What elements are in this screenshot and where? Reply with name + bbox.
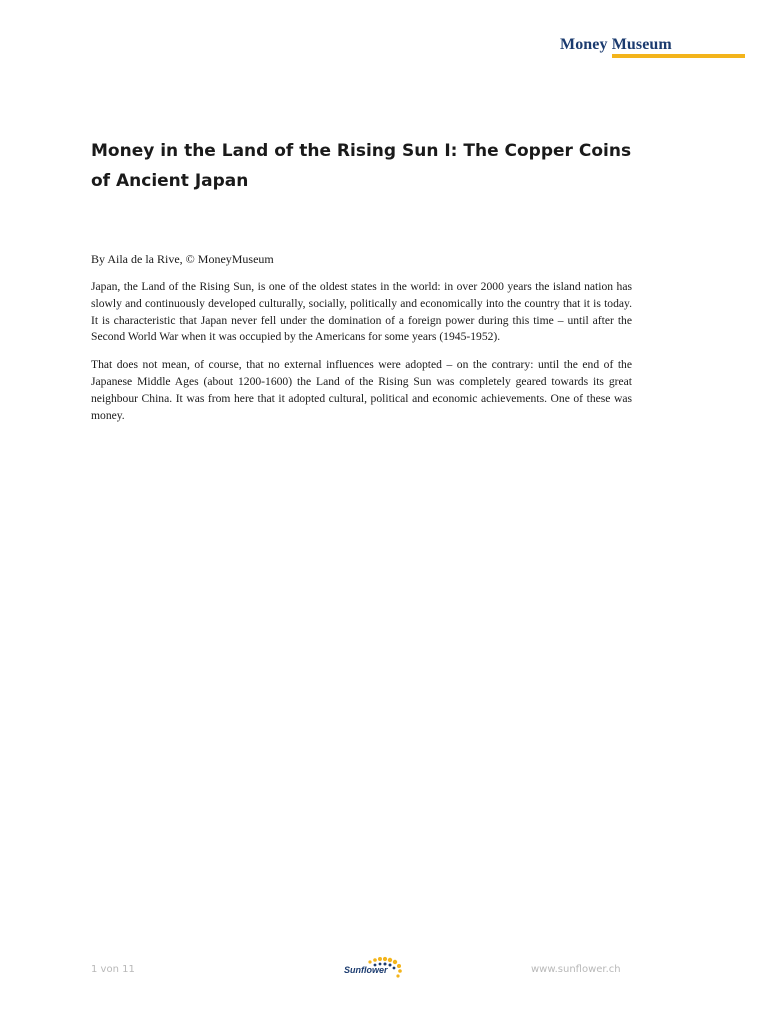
logo-accent-bar (612, 54, 745, 58)
money-museum-logo: Money Museum (560, 36, 672, 53)
article-body (91, 279, 632, 435)
paragraph-2: That does not mean, of course, that no external influences were adopted – on the contrary: until the end of the Japanese Middle Ages (about 1200-1600) the Land of the Rising Sun was completely geared towards its great neighbour China. It was from here that it adopted cultural, political and economic achievements. One of these was money. (91, 358, 632, 422)
sunflower-wordmark: Sunflower (344, 965, 388, 975)
paragraph-1: Japan, the Land of the Rising Sun, is one of the oldest states in the world: in over 2000 years the island nation has slowly and continuously developed culturally, socially, politically and economically into the country that it is today. It is characteristic that Japan never fell under the domination of a foreign power during this time – until after the Second World War when it was occupied by the Americans for some years (1945-1952). (91, 280, 632, 344)
footer-url: www.sunflower.ch (531, 964, 621, 975)
page-number: 1 von 11 (91, 964, 135, 975)
page-title: Money in the Land of the Rising Sun I: The Copper Coins of Ancient Japan (91, 141, 632, 191)
byline: By Aila de la Rive, © MoneyMuseum (91, 252, 274, 266)
sunflower-logo (344, 956, 404, 982)
